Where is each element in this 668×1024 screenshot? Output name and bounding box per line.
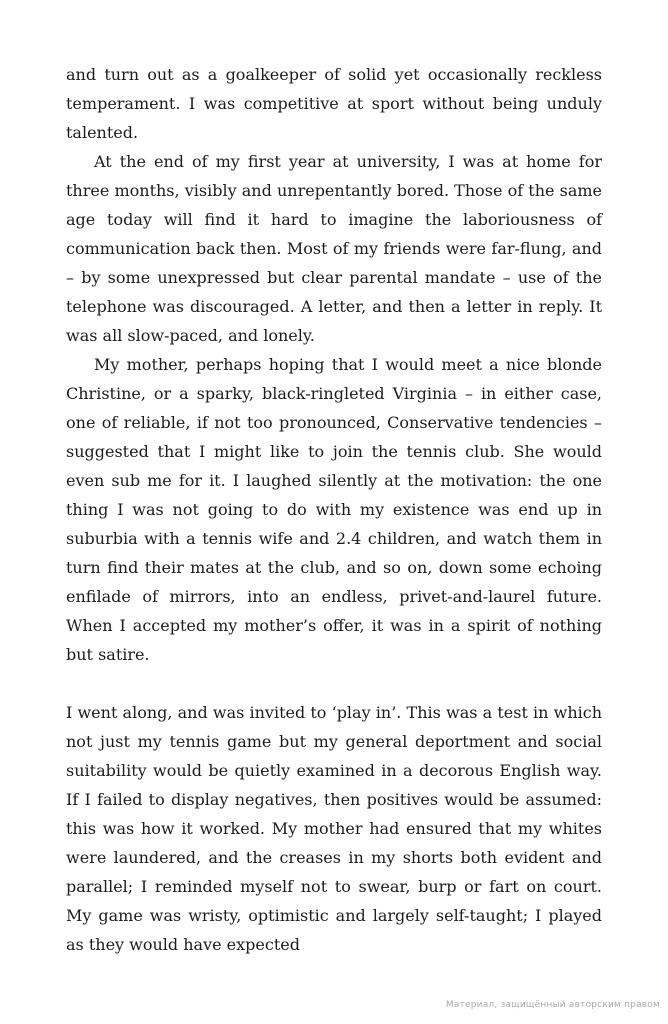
paragraph: My mother, perhaps hoping that I would meet a nice blonde Christine, or a sparky, black-ringleted Virginia – in either case, one of reliable, if not too pronounced, Conservative tendencies – suggested that I might like to join the tennis club. She would even sub me for it. I laughed silently at the motivation: the one thing I was not going to do with my existence was end up in suburbia with a tennis wife and 2.4 children, and watch them in turn find their mates at the club, and so on, down some echoing enfilade of mirrors, into an endless, privet-and-laurel future. When I accepted my mother’s offer, it was in a spirit of nothing but satire. [66, 355, 602, 664]
paragraph: At the end of my first year at university, I was at home for three months, visibly and unrepentantly bored. Those of the same age today will find it hard to imagine the laboriousness of communication back then. Most of my friends were far-flung, and – by some unexpressed but clear parental mandate – use of the telephone was discouraged. A letter, and then a letter in reply. It was all slow-paced, and lonely. [66, 152, 602, 345]
copyright-notice: Материал, защищённый авторским правом [445, 1000, 660, 1010]
paragraph: I went along, and was invited to ‘play in’. This was a test in which not just my tennis game but my general deportment and social suitability would be quietly examined in a decorous English way. If I failed to display negatives, then positives would be assumed: this was how it worked. My mother had ensured that my whites were laundered, and the creases in my shorts both evident and parallel; I reminded myself not to swear, burp or fart on court. My game was wristy, optimistic and largely self-taught; I played as they would have expected [66, 703, 602, 954]
paragraph: and turn out as a goalkeeper of solid yet occasionally reckless temperament. I was competitive at sport without being unduly talented. [66, 65, 602, 142]
page-text [66, 60, 602, 959]
